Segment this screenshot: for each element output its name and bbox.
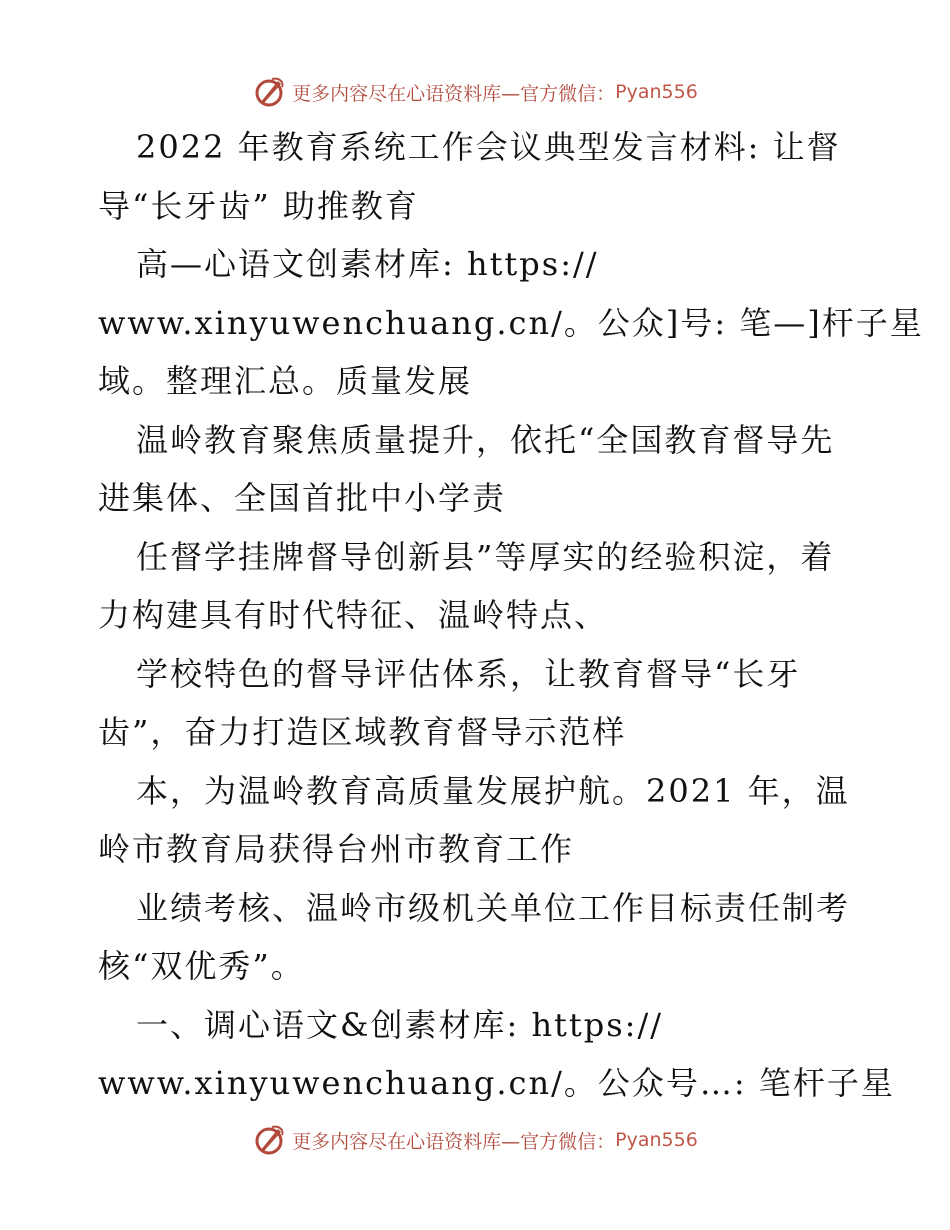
text-line: 学校特色的督导评估体系，让教育督导“长牙 [136, 654, 801, 693]
text-line: 导“长牙齿” 助推教育 [98, 186, 419, 225]
document-body [98, 118, 924, 1113]
text-line: www.xinyuwenchuang.cn/。公众]号: 笔—]杆子星 [98, 303, 924, 342]
feather-pen-logo-icon [252, 1123, 286, 1157]
text-line: 2022 年教育系统工作会议典型发言材料: 让督 [136, 128, 841, 166]
text-line: 力构建具有时代特征、温岭特点、 [98, 596, 609, 634]
text-line: 任督学挂牌督导创新县”等厚实的经验积淀，着 [136, 537, 835, 576]
text-line: 本，为温岭教育高质量发展护航。2021 年，温 [136, 771, 850, 810]
watermark-text: 更多内容尽在心语资料库—官方微信： [292, 1130, 616, 1153]
watermark-wechat-id: Pyan556 [615, 81, 698, 103]
text-line: 业绩考核、温岭市级机关单位工作目标责任制考 [136, 888, 851, 927]
text-line: 齿”，奋力打造区域教育督导示范样 [98, 713, 627, 751]
feather-pen-logo-icon [252, 75, 286, 109]
text-line: 进集体、全国首批中小学责 [98, 479, 507, 517]
text-line: 核“双优秀”。 [98, 947, 305, 985]
footer-watermark [0, 1120, 950, 1160]
text-line: 域。整理汇总。质量发展 [98, 362, 473, 400]
text-line: 岭市教育局获得台州市教育工作 [98, 830, 575, 868]
text-line: 一、调心语文&创素材库: https:// [136, 1005, 664, 1044]
header-watermark [0, 72, 950, 112]
text-line: 温岭教育聚焦质量提升，依托“全国教育督导先 [136, 420, 835, 459]
watermark-wechat-id: Pyan556 [615, 1129, 698, 1151]
text-line: www.xinyuwenchuang.cn/。公众号…: 笔杆子星 [98, 1064, 895, 1102]
text-line: 高—心语文创素材库: https:// [136, 245, 599, 283]
watermark-text: 更多内容尽在心语资料库—官方微信： [292, 82, 616, 105]
